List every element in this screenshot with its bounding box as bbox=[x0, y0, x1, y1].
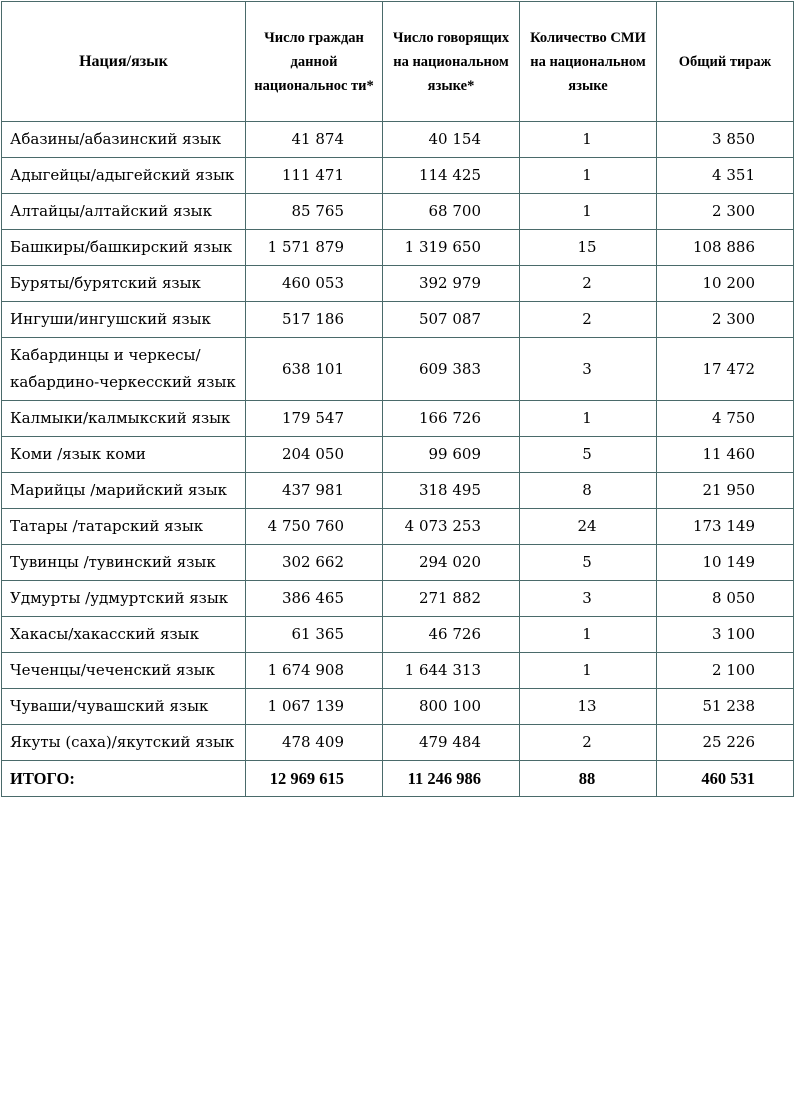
table-row bbox=[2, 617, 794, 653]
cell-citizens-count: 437 981 bbox=[246, 473, 383, 509]
cell-speakers-count: 1 644 313 bbox=[383, 653, 520, 689]
cell-media-count: 1 bbox=[520, 653, 657, 689]
cell-nation-language: Калмыки/калмыкский язык bbox=[2, 401, 246, 437]
cell-citizens-count: 638 101 bbox=[246, 338, 383, 401]
table-row bbox=[2, 725, 794, 761]
cell-citizens-count: 1 571 879 bbox=[246, 230, 383, 266]
cell-speakers-count: 114 425 bbox=[383, 158, 520, 194]
cell-speakers-count: 46 726 bbox=[383, 617, 520, 653]
cell-nation-language: Коми /язык коми bbox=[2, 437, 246, 473]
cell-nation-language: Чеченцы/чеченский язык bbox=[2, 653, 246, 689]
cell-nation-language: Буряты/бурятский язык bbox=[2, 266, 246, 302]
cell-media-count: 1 bbox=[520, 122, 657, 158]
table-row bbox=[2, 437, 794, 473]
cell-media-count: 24 bbox=[520, 509, 657, 545]
cell-nation-language: Алтайцы/алтайский язык bbox=[2, 194, 246, 230]
cell-media-count: 3 bbox=[520, 338, 657, 401]
table-row bbox=[2, 689, 794, 725]
cell-speakers-count: 1 319 650 bbox=[383, 230, 520, 266]
cell-speakers-count: 294 020 bbox=[383, 545, 520, 581]
total-cell-total-circulation: 460 531 bbox=[657, 761, 794, 797]
cell-speakers-count: 392 979 bbox=[383, 266, 520, 302]
cell-media-count: 1 bbox=[520, 401, 657, 437]
table-row bbox=[2, 509, 794, 545]
cell-total-circulation: 4 351 bbox=[657, 158, 794, 194]
cell-citizens-count: 302 662 bbox=[246, 545, 383, 581]
cell-nation-language: Удмурты /удмуртский язык bbox=[2, 581, 246, 617]
cell-nation-language: Ингуши/ингушский язык bbox=[2, 302, 246, 338]
cell-media-count: 15 bbox=[520, 230, 657, 266]
table-body bbox=[2, 122, 794, 797]
table-row bbox=[2, 158, 794, 194]
table-row bbox=[2, 194, 794, 230]
header-citizens-count: Число граждан данной национальнос ти* bbox=[246, 2, 383, 122]
table-row bbox=[2, 545, 794, 581]
cell-nation-language: Адыгейцы/адыгейский язык bbox=[2, 158, 246, 194]
header-media-count: Количество СМИ на национальном языке bbox=[520, 2, 657, 122]
cell-total-circulation: 3 850 bbox=[657, 122, 794, 158]
table-row bbox=[2, 581, 794, 617]
cell-citizens-count: 1 067 139 bbox=[246, 689, 383, 725]
cell-speakers-count: 479 484 bbox=[383, 725, 520, 761]
cell-total-circulation: 17 472 bbox=[657, 338, 794, 401]
table-row bbox=[2, 122, 794, 158]
cell-nation-language: Якуты (саха)/якутский язык bbox=[2, 725, 246, 761]
cell-citizens-count: 61 365 bbox=[246, 617, 383, 653]
cell-nation-language: Марийцы /марийский язык bbox=[2, 473, 246, 509]
table-row bbox=[2, 338, 794, 401]
cell-total-circulation: 3 100 bbox=[657, 617, 794, 653]
cell-total-circulation: 108 886 bbox=[657, 230, 794, 266]
cell-citizens-count: 85 765 bbox=[246, 194, 383, 230]
cell-nation-language: Чуваши/чувашский язык bbox=[2, 689, 246, 725]
cell-citizens-count: 460 053 bbox=[246, 266, 383, 302]
table-row bbox=[2, 266, 794, 302]
cell-total-circulation: 11 460 bbox=[657, 437, 794, 473]
cell-media-count: 1 bbox=[520, 158, 657, 194]
cell-total-circulation: 10 200 bbox=[657, 266, 794, 302]
cell-nation-language: Татары /татарский язык bbox=[2, 509, 246, 545]
cell-media-count: 5 bbox=[520, 437, 657, 473]
header-nation-language: Нация/язык bbox=[2, 2, 246, 122]
cell-total-circulation: 21 950 bbox=[657, 473, 794, 509]
table-row bbox=[2, 230, 794, 266]
total-cell-media-count: 88 bbox=[520, 761, 657, 797]
cell-media-count: 5 bbox=[520, 545, 657, 581]
cell-speakers-count: 99 609 bbox=[383, 437, 520, 473]
cell-total-circulation: 2 300 bbox=[657, 194, 794, 230]
cell-total-circulation: 2 100 bbox=[657, 653, 794, 689]
total-cell-nation-language: ИТОГО: bbox=[2, 761, 246, 797]
cell-nation-language: Кабардинцы и черкесы/кабардино-черкесский язык bbox=[2, 338, 246, 401]
cell-media-count: 1 bbox=[520, 617, 657, 653]
nationality-language-media-table bbox=[1, 1, 794, 797]
table-row bbox=[2, 401, 794, 437]
cell-nation-language: Абазины/абазинский язык bbox=[2, 122, 246, 158]
cell-nation-language: Башкиры/башкирский язык bbox=[2, 230, 246, 266]
cell-total-circulation: 173 149 bbox=[657, 509, 794, 545]
cell-speakers-count: 271 882 bbox=[383, 581, 520, 617]
cell-speakers-count: 609 383 bbox=[383, 338, 520, 401]
cell-total-circulation: 10 149 bbox=[657, 545, 794, 581]
total-cell-citizens-count: 12 969 615 bbox=[246, 761, 383, 797]
cell-media-count: 1 bbox=[520, 194, 657, 230]
header-speakers-count: Число говорящих на национальном языке* bbox=[383, 2, 520, 122]
cell-total-circulation: 8 050 bbox=[657, 581, 794, 617]
cell-speakers-count: 507 087 bbox=[383, 302, 520, 338]
cell-media-count: 2 bbox=[520, 302, 657, 338]
cell-nation-language: Тувинцы /тувинский язык bbox=[2, 545, 246, 581]
cell-speakers-count: 800 100 bbox=[383, 689, 520, 725]
total-cell-speakers-count: 11 246 986 bbox=[383, 761, 520, 797]
cell-media-count: 2 bbox=[520, 266, 657, 302]
cell-media-count: 13 bbox=[520, 689, 657, 725]
cell-speakers-count: 166 726 bbox=[383, 401, 520, 437]
cell-citizens-count: 386 465 bbox=[246, 581, 383, 617]
cell-speakers-count: 4 073 253 bbox=[383, 509, 520, 545]
cell-total-circulation: 51 238 bbox=[657, 689, 794, 725]
cell-total-circulation: 2 300 bbox=[657, 302, 794, 338]
cell-nation-language: Хакасы/хакасский язык bbox=[2, 617, 246, 653]
cell-speakers-count: 318 495 bbox=[383, 473, 520, 509]
table-row bbox=[2, 302, 794, 338]
table-header-row bbox=[2, 2, 794, 122]
cell-speakers-count: 68 700 bbox=[383, 194, 520, 230]
cell-speakers-count: 40 154 bbox=[383, 122, 520, 158]
cell-citizens-count: 179 547 bbox=[246, 401, 383, 437]
table-row bbox=[2, 473, 794, 509]
total-row bbox=[2, 761, 794, 797]
cell-citizens-count: 41 874 bbox=[246, 122, 383, 158]
header-total-circulation: Общий тираж bbox=[657, 2, 794, 122]
cell-citizens-count: 204 050 bbox=[246, 437, 383, 473]
cell-citizens-count: 4 750 760 bbox=[246, 509, 383, 545]
cell-total-circulation: 25 226 bbox=[657, 725, 794, 761]
cell-media-count: 3 bbox=[520, 581, 657, 617]
cell-citizens-count: 517 186 bbox=[246, 302, 383, 338]
cell-citizens-count: 111 471 bbox=[246, 158, 383, 194]
cell-citizens-count: 1 674 908 bbox=[246, 653, 383, 689]
table-row bbox=[2, 653, 794, 689]
cell-media-count: 2 bbox=[520, 725, 657, 761]
cell-media-count: 8 bbox=[520, 473, 657, 509]
cell-total-circulation: 4 750 bbox=[657, 401, 794, 437]
cell-citizens-count: 478 409 bbox=[246, 725, 383, 761]
